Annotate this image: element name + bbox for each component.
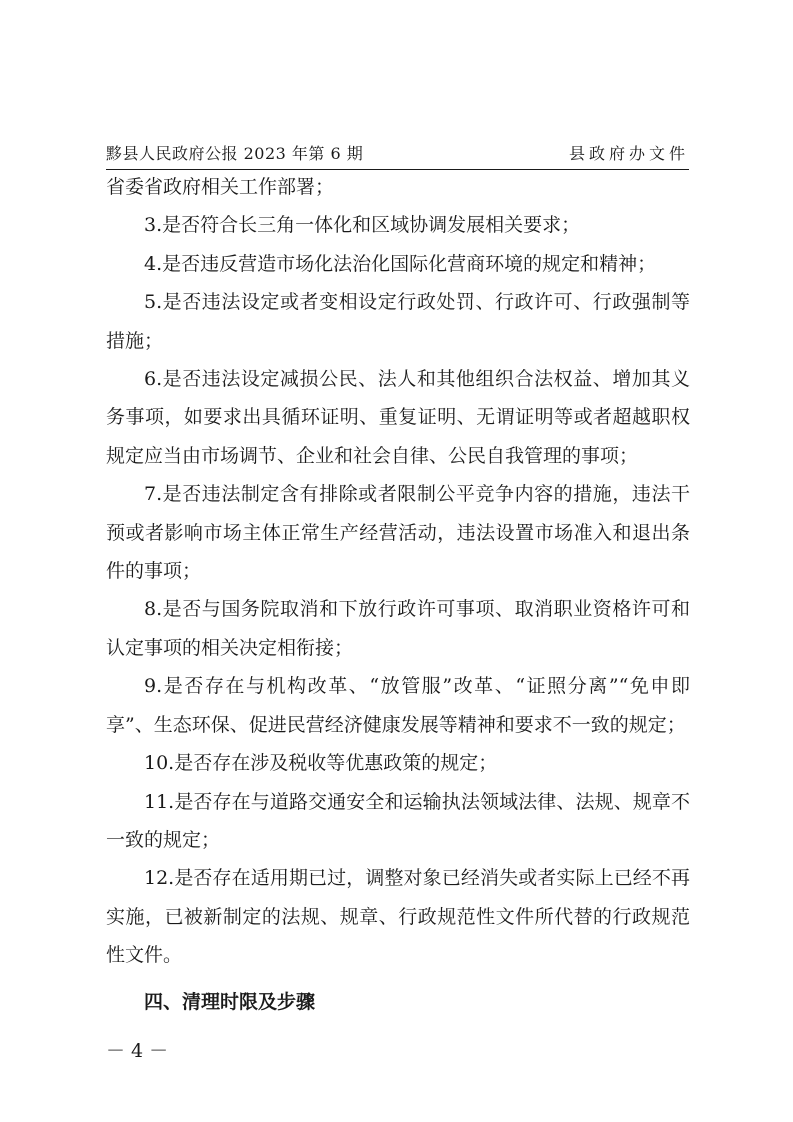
paragraph-item-9: 9.是否存在与机构改革、“放管服”改革、“证照分离”“免申即享”、生态环保、促进民营经济健康发展等精神和要求不一致的规定； [106,675,690,736]
paragraph-item-12: 12.是否存在适用期已过，调整对象已经消失或者实际上已经不再实施，已被新制定的法规、规章、行政规范性文件所代替的行政规范性文件。 [106,867,690,967]
header-section-label: 县政府办文件 [568,144,689,163]
paragraph-item-3: 3.是否符合长三角一体化和区域协调发展相关要求； [144,214,581,237]
paragraph-item-7: 7.是否违法制定含有排除或者限制公平竞争内容的措施，违法干预或者影响市场主体正常生产经营活动，违法设置市场准入和退出条件的事项； [106,483,690,583]
paragraph-item-4: 4.是否违反营造市场化法治化国际化营商环境的规定和精神； [144,252,657,275]
page-number: － 4 － [106,1040,169,1062]
paragraph-item-5: 5.是否违法设定或者变相设定行政处罚、行政许可、行政强制等措施； [106,291,690,352]
paragraph-item-10: 10.是否存在涉及税收等优惠政策的规定； [144,752,498,775]
document-body [106,168,690,1021]
header-publication-title: 黟县人民政府公报 2023 年第 6 期 [106,144,364,163]
paragraph-item-11: 11.是否存在与道路交通安全和运输执法领域法律、法规、规章不一致的规定； [106,790,690,851]
section-heading: 四、清理时限及步骤 [144,990,316,1013]
paragraph-continuation: 省委省政府相关工作部署； [106,176,335,198]
page-header [106,141,689,167]
paragraph-item-8: 8.是否与国务院取消和下放行政许可事项、取消职业资格许可和认定事项的相关决定相衔接； [106,598,690,659]
paragraph-item-6: 6.是否违法设定减损公民、法人和其他组织合法权益、增加其义务事项，如要求出具循环证明、重复证明、无谓证明等或者超越职权规定应当由市场调节、企业和社会自律、公民自我管理的事项； [106,368,690,467]
